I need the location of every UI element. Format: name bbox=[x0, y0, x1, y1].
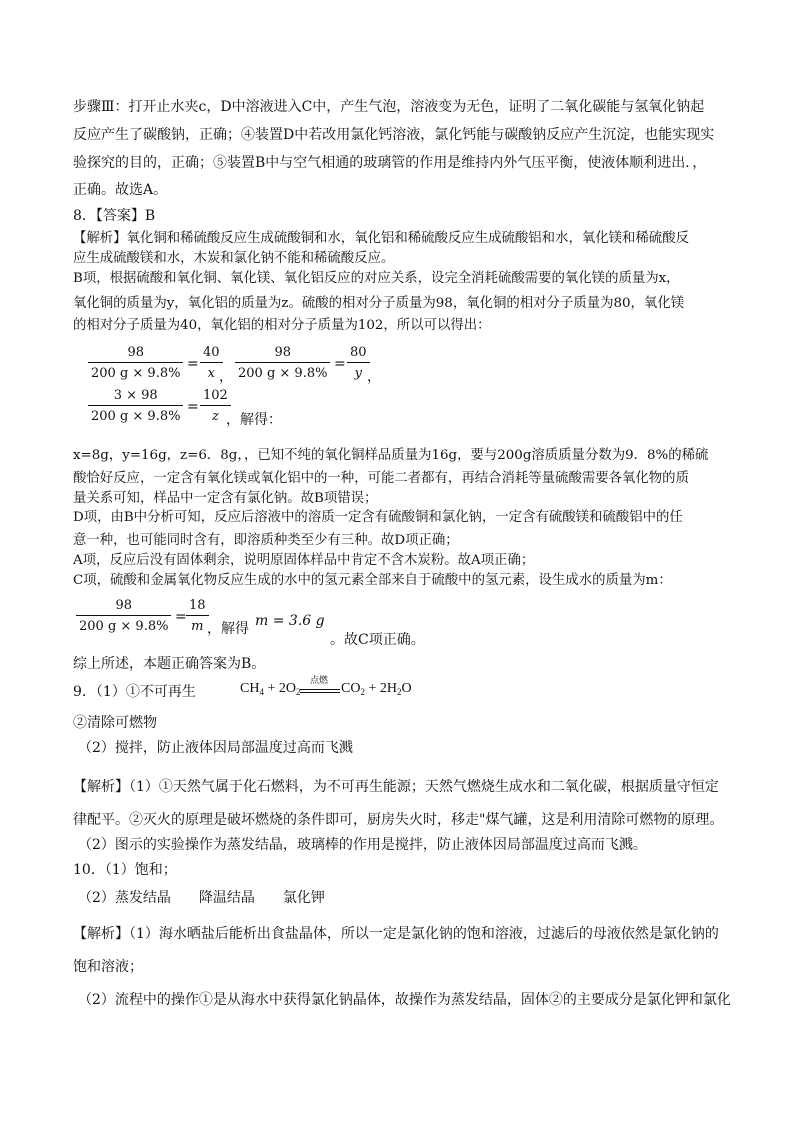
text-line: 10．（1）饱和； bbox=[73, 862, 177, 878]
subscript: 4 bbox=[259, 687, 264, 697]
solve-label: ，解得： bbox=[226, 412, 282, 428]
formula-h2o: + 2H bbox=[364, 681, 397, 696]
denominator: 200 g × 9.8% bbox=[238, 366, 328, 381]
subscript: 2 bbox=[360, 687, 365, 697]
text-line: 正确。故选A。 bbox=[73, 182, 168, 198]
denominator: 200 g × 9.8% bbox=[79, 619, 169, 634]
separator: ， bbox=[219, 369, 233, 385]
formula-ch4: CH bbox=[240, 681, 260, 696]
text-line: 应生成硫酸镁和水，木炭和氯化钠不能和稀硫酸反应。 bbox=[73, 251, 395, 266]
denominator: 200 g × 9.8% bbox=[91, 366, 181, 381]
text-line: C项，硫酸和金属氧化物反应生成的水中的氢元素全部来自于硫酸中的氢元素，设生成水的质量为m： bbox=[73, 573, 672, 588]
fraction bbox=[235, 344, 330, 382]
text-line: 意一种，也可能同时含有，即溶质种类至少有三种。故D项正确； bbox=[73, 533, 459, 548]
numerator: 18 bbox=[189, 598, 206, 613]
text-line: 的相对分子质量为40，氧化铝的相对分子质量为102，所以可以得出： bbox=[73, 318, 491, 333]
text-line: D项，由B中分析可知，反应后溶液中的溶质一定含有硫酸铜和氯化钠，一定含有硫酸镁和硫酸铝中的任 bbox=[73, 510, 683, 525]
text-line: 【解析】（1）海水晒盐后能析出食盐晶体，所以一定是氯化钠的饱和溶液，过滤后的母液依然是氯化钠的 bbox=[73, 926, 719, 942]
chemical-equation-left bbox=[240, 681, 300, 697]
equals-sign: = bbox=[334, 356, 346, 372]
text-line: B项，根据硫酸和氧化铜、氧化镁、氧化铝反应的对应关系，设完全消耗硫酸需要的氧化镁的质量为x， bbox=[73, 271, 680, 286]
text-line: ②清除可燃物 bbox=[73, 715, 157, 731]
variable: m bbox=[191, 619, 204, 634]
text-line: 反应产生了碳酸钠，正确；④装置D中若改用氯化钙溶液，氯化钙能与碳酸钠反应产生沉淀，也能实现实 bbox=[73, 127, 715, 143]
text-line: 氧化铜的质量为y，氧化铝的质量为z。硫酸的相对分子质量为98，氧化铜的相对分子质量为80，氧化镁 bbox=[73, 296, 685, 311]
text-line: （2）搅拌，防止液体因局部温度过高而飞溅 bbox=[78, 740, 353, 756]
numerator: 80 bbox=[350, 345, 367, 360]
numerator: 98 bbox=[274, 345, 291, 360]
solve-label: ，解得 bbox=[207, 621, 249, 637]
text-line: 酸恰好反应，一定含有氧化镁或氧化铝中的一种，可能二者都有，再结合消耗等量硫酸需要各氧化物的质 bbox=[73, 471, 689, 486]
fraction bbox=[76, 597, 171, 635]
separator: ， bbox=[367, 369, 381, 385]
denominator: 200 g × 9.8% bbox=[91, 409, 181, 424]
formula-co2: CO bbox=[341, 681, 361, 696]
numerator: 40 bbox=[203, 345, 220, 360]
text-line: 【解析】（1）①天然气属于化石燃料，为不可再生能源；天然气燃烧生成水和二氧化碳，根据质量守恒定 bbox=[73, 779, 719, 795]
text-line: （2）流程中的操作①是从海水中获得氯化钠晶体，故操作为蒸发结晶，固体②的主要成分是氯化钾和氯化 bbox=[78, 992, 731, 1008]
text-line: A项，反应后没有固体剩余，说明原固体样品中肯定不含木炭粉。故A项正确； bbox=[73, 553, 535, 568]
answer-heading: 8．【答案】B bbox=[73, 208, 156, 224]
formula-o2: + 2O bbox=[263, 681, 296, 696]
subscript: 2 bbox=[295, 687, 301, 697]
fraction bbox=[88, 344, 183, 382]
text-fragment: 。故C项正确。 bbox=[330, 632, 425, 648]
numerator: 102 bbox=[203, 388, 228, 403]
numerator: 98 bbox=[127, 345, 144, 360]
variable: z bbox=[211, 409, 219, 424]
text-line: （2）图示的实验操作为蒸发结晶，玻璃棒的作用是搅拌，防止液体因局部温度过高而飞溅。 bbox=[78, 837, 647, 853]
equals-sign: = bbox=[175, 609, 187, 625]
text-line: x=8g，y=16g，z=6．8g，，已知不纯的氧化铜样品质量为16g，要与200g溶质质量分数为9．8%的稀硫 bbox=[73, 448, 709, 463]
text-line: 验探究的目的，正确；⑤装置B中与空气相通的玻璃管的作用是维持内外气压平衡，使液体顺利进出．， bbox=[73, 155, 707, 171]
fraction bbox=[88, 387, 183, 425]
chemical-equation-right bbox=[341, 681, 412, 697]
text-line: 综上所述，本题正确答案为B。 bbox=[73, 656, 266, 672]
subscript: 2 bbox=[396, 687, 402, 697]
q9-answer-prefix: 9．（1）①不可再生 bbox=[73, 684, 196, 700]
result-expression: m = 3.6 g bbox=[255, 613, 325, 629]
variable: y bbox=[354, 366, 362, 381]
numerator: 3 × 98 bbox=[113, 388, 158, 403]
equals-sign: = bbox=[187, 399, 199, 415]
formula-h2o-tail: O bbox=[401, 681, 412, 696]
reaction-condition: 点燃 bbox=[310, 676, 329, 686]
fraction bbox=[186, 597, 209, 635]
text-line: 律配平。②灭火的原理是破坏燃烧的条件即可，厨房失火时，移走"煤气罐，这是利用清除可燃物的原理。 bbox=[73, 812, 724, 828]
variable: x bbox=[207, 366, 215, 381]
text-line: 步骤Ⅲ：打开止水夹c，D中溶液进入C中，产生气泡，溶液变为无色，证明了二氧化碳能与氢氧化钠起 bbox=[73, 99, 705, 115]
text-line: （2）蒸发结晶 降温结晶 氯化钾 bbox=[78, 890, 325, 906]
equals-sign: = bbox=[187, 356, 199, 372]
text-line: 量关系可知，样品中一定含有氯化钠。故B项错误； bbox=[73, 491, 378, 506]
equation-double-line bbox=[300, 689, 340, 693]
text-line: 【解析】氧化铜和稀硫酸反应生成硫酸铜和水，氧化铝和稀硫酸反应生成硫酸铝和水，氧化镁和稀硫酸反 bbox=[73, 231, 689, 246]
numerator: 98 bbox=[115, 598, 132, 613]
text-line: 饱和溶液； bbox=[73, 959, 143, 975]
